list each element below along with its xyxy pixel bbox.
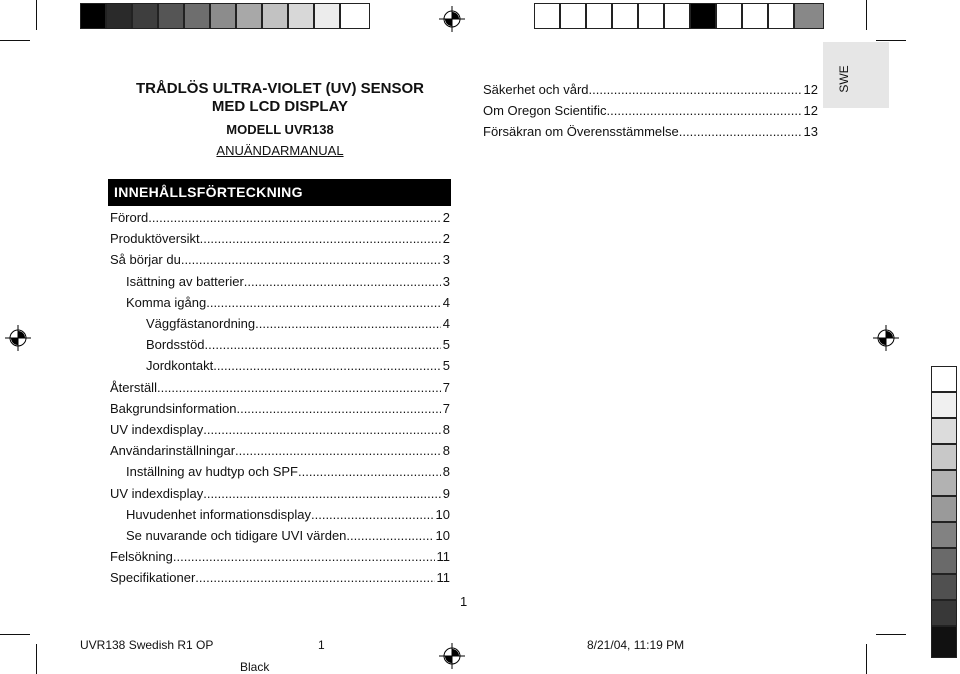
toc-leader: [311, 504, 434, 525]
toc-entry: [110, 525, 450, 546]
toc-entry-page: 3: [442, 252, 450, 268]
toc-heading: [108, 179, 451, 206]
swatch: [560, 3, 586, 29]
toc-entry: [110, 461, 450, 482]
toc-entry-page: 10: [435, 528, 450, 544]
toc-entry-label: Användarinställningar: [110, 443, 236, 459]
toc-entry-page: 13: [803, 124, 818, 139]
swatch: [931, 392, 957, 418]
toc-entry-page: 10: [435, 506, 450, 522]
toc-entry-label: UV indexdisplay: [110, 485, 204, 501]
toc-entry-page: 7: [442, 400, 450, 416]
toc-leader: [203, 483, 441, 504]
swatch: [184, 3, 210, 29]
toc-entry: [110, 271, 450, 292]
swatch: [794, 3, 824, 29]
swatch: [340, 3, 370, 29]
toc-entry-page: 2: [442, 210, 450, 225]
toc-entry: [483, 100, 818, 121]
table-of-contents: [110, 207, 450, 589]
title-line-2: MED LCD DISPLAY: [211, 98, 349, 115]
toc-entry: [110, 355, 450, 376]
toc-entry: [110, 546, 450, 567]
footer-datetime: 8/21/04, 11:19 PM: [587, 638, 685, 652]
toc-entry-page: 9: [442, 485, 450, 501]
toc-leader: [157, 377, 441, 398]
swatch: [931, 366, 957, 392]
toc-leader: [244, 271, 441, 292]
page-number: 1: [460, 594, 468, 609]
crop-mark: [0, 634, 30, 635]
toc-entry-page: 4: [442, 294, 450, 310]
swatch: [534, 3, 560, 29]
toc-entry: [110, 567, 450, 588]
toc-entry: [110, 504, 450, 525]
toc-entry-label: Om Oregon Scientific: [483, 103, 607, 118]
swatch: [210, 3, 236, 29]
toc-entry-page: 11: [436, 570, 450, 586]
swatch: [314, 3, 340, 29]
toc-entry-label: Bordsstöd: [146, 337, 205, 353]
swatch: [586, 3, 612, 29]
toc-entry-page: 5: [442, 337, 450, 353]
toc-entry-page: 7: [442, 379, 450, 395]
swatch: [262, 3, 288, 29]
crop-mark: [36, 644, 37, 674]
toc-entry: [483, 121, 818, 142]
swatch: [638, 3, 664, 29]
swatch: [931, 444, 957, 470]
toc-entry-label: Specifikationer: [110, 570, 196, 586]
toc-entry-label: Felsökning: [110, 549, 173, 565]
toc-leader: [181, 249, 441, 270]
swatch: [931, 626, 957, 658]
toc-leader: [255, 313, 441, 334]
crop-mark: [876, 40, 906, 41]
toc-entry-label: Säkerhet och vård: [483, 82, 589, 97]
toc-leader: [607, 100, 802, 121]
toc-entry-page: 4: [442, 316, 450, 332]
registration-mark-icon: [873, 325, 899, 351]
toc-entry-page: 12: [803, 103, 818, 118]
swatch: [931, 600, 957, 626]
toc-leader: [148, 207, 440, 228]
toc-entry: [110, 292, 450, 313]
toc-entry-label: Isättning av batterier: [126, 273, 244, 289]
model-label: MODELL UVR138: [226, 122, 334, 137]
toc-entry: [110, 440, 450, 461]
toc-entry: [110, 313, 450, 334]
swatch: [158, 3, 184, 29]
toc-entry-label: Försäkran om Överensstämmelse: [483, 124, 679, 139]
toc-entry-page: 5: [442, 358, 450, 374]
manual-label: ANUÄNDARMANUAL: [216, 143, 344, 158]
registration-mark-icon: [5, 325, 31, 351]
toc-entry: [110, 419, 450, 440]
swatch: [931, 418, 957, 444]
swatch: [931, 522, 957, 548]
toc-leader: [298, 461, 441, 482]
toc-heading-label: INNEHÅLLSFÖRTECKNING: [114, 184, 303, 200]
swatch: [664, 3, 690, 29]
swatch: [80, 3, 106, 29]
toc-entry-label: Produktöversikt: [110, 231, 200, 247]
crop-mark: [0, 40, 30, 41]
swatch: [931, 496, 957, 522]
toc-entry: [110, 249, 450, 270]
toc-entry-page: 2: [442, 231, 450, 247]
document-title: [110, 80, 450, 116]
toc-entry-page: 3: [442, 273, 450, 289]
registration-mark-icon: [439, 6, 465, 32]
swatch: [236, 3, 262, 29]
swatch: [931, 470, 957, 496]
swatch: [742, 3, 768, 29]
toc-leader: [200, 228, 441, 249]
title-line-1: TRÅDLÖS ULTRA-VIOLET (UV) SENSOR: [135, 80, 425, 97]
toc-entry-label: Jordkontakt: [146, 358, 214, 374]
swatch: [612, 3, 638, 29]
toc-entry: [110, 334, 450, 355]
swatch: [132, 3, 158, 29]
toc-entry: [110, 228, 450, 249]
toc-leader: [173, 546, 435, 567]
toc-leader: [236, 398, 440, 419]
toc-entry: [110, 207, 450, 228]
toc-leader: [203, 419, 441, 440]
toc-entry: [483, 79, 818, 100]
footer-file: UVR138 Swedish R1 OP: [80, 638, 214, 652]
footer-color: Black: [240, 660, 270, 674]
registration-mark-icon: [439, 643, 465, 669]
language-tab-label: SWE: [837, 65, 851, 93]
swatch: [690, 3, 716, 29]
toc-entry-label: Komma igång: [126, 294, 207, 310]
toc-entry-label: Så börjar du: [110, 252, 181, 268]
toc-entry: [110, 483, 450, 504]
crop-mark: [36, 0, 37, 30]
swatch: [288, 3, 314, 29]
toc-leader: [235, 440, 441, 461]
toc-leader: [195, 567, 434, 588]
toc-leader: [346, 525, 433, 546]
toc-entry-page: 11: [436, 549, 450, 565]
toc-leader: [206, 292, 441, 313]
toc-entry-label: Bakgrundsinformation: [110, 400, 237, 416]
crop-mark: [866, 0, 867, 30]
toc-entry-label: Återställ: [110, 379, 157, 395]
crop-mark: [866, 644, 867, 674]
toc-entry-page: 12: [803, 82, 818, 97]
swatch: [106, 3, 132, 29]
toc-entry-label: Inställning av hudtyp och SPF: [126, 464, 298, 480]
language-tab: [823, 42, 889, 108]
toc-entry-label: UV indexdisplay: [110, 422, 204, 438]
toc-entry-page: 8: [442, 443, 450, 459]
toc-leader: [589, 79, 802, 100]
toc-entry-label: Huvudenhet informationsdisplay: [126, 506, 311, 522]
toc-entry-page: 8: [442, 464, 450, 480]
swatch: [716, 3, 742, 29]
toc-entry-label: Förord: [110, 210, 149, 225]
footer-page: 1: [318, 638, 325, 652]
toc-entry: [110, 398, 450, 419]
swatch: [931, 574, 957, 600]
toc-leader: [679, 121, 802, 142]
toc-leader: [213, 355, 441, 376]
swatch: [931, 548, 957, 574]
crop-mark: [876, 634, 906, 635]
toc-leader: [205, 334, 441, 355]
toc-entry-label: Se nuvarande och tidigare UVI värden: [126, 528, 347, 544]
toc-entry-page: 8: [442, 422, 450, 438]
toc-entry-label: Väggfästanordning: [146, 316, 256, 332]
swatch: [768, 3, 794, 29]
toc-continued: [483, 79, 818, 142]
toc-entry: [110, 377, 450, 398]
